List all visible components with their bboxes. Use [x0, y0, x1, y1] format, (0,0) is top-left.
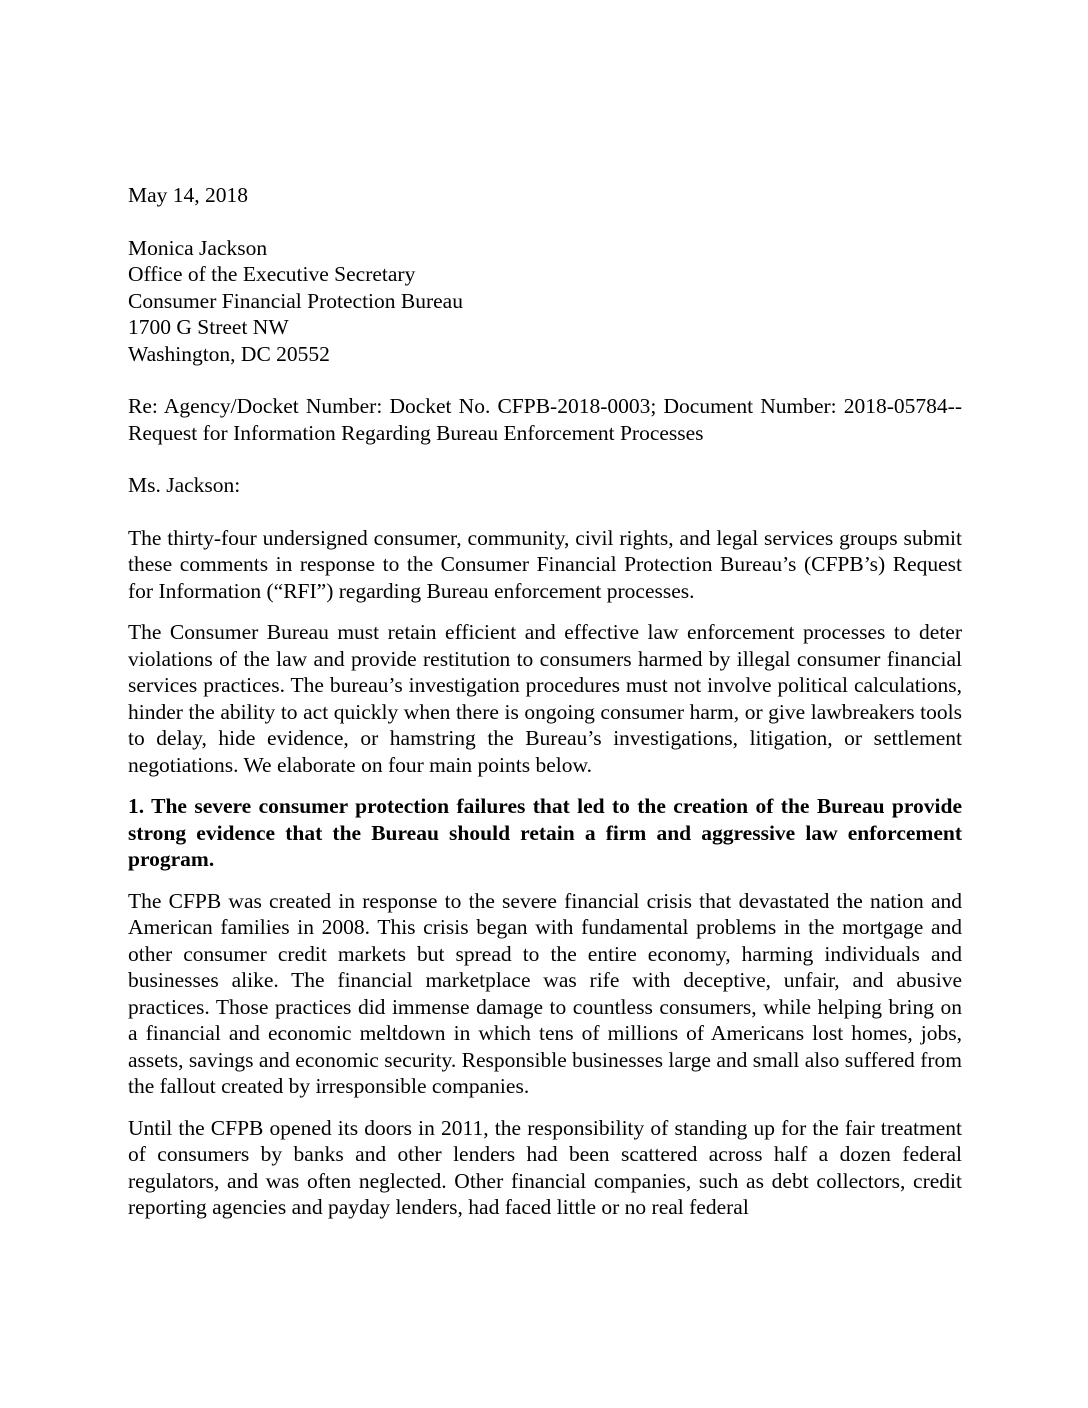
- recipient-name: Monica Jackson: [128, 235, 268, 260]
- recipient-city: Washington, DC 20552: [128, 341, 330, 366]
- subject-line: Re: Agency/Docket Number: Docket No. CFPB-2018-0003; Document Number: 2018-05784--Request for Information Regarding Bureau Enforcement Processes: [128, 394, 962, 445]
- recipient-address: [128, 235, 962, 368]
- letter-date: May 14, 2018: [128, 183, 249, 207]
- recipient-office: Office of the Executive Secretary: [128, 262, 416, 286]
- section-1-paragraph-2: Until the CFPB opened its doors in 2011, the responsibility of standing up for the fair treatment of consumers by banks and other lenders had been scattered across half a dozen federal regulators, and was often neglected. Other financial companies, such as debt collectors, credit reporting agencies and payday lenders, had faced little or no real federal: [128, 1115, 962, 1219]
- recipient-agency: Consumer Financial Protection Bureau: [128, 288, 463, 313]
- intro-paragraph: The thirty-four undersigned consumer, community, civil rights, and legal services groups submit these comments in response to the Consumer Financial Protection Bureau’s (CFPB’s) Request for Information (“RFI”) regarding Bureau enforcement processes.: [128, 525, 962, 603]
- salutation: Ms. Jackson:: [128, 473, 241, 497]
- section-1-paragraph-1: The CFPB was created in response to the severe financial crisis that devastated the nation and American families in 2008. This crisis began with fundamental problems in the mortgage and other consumer credit markets but spread to the entire economy, harming individuals and businesses alike. The financial marketplace was rife with deceptive, unfair, and abusive practices. Those practices did immense damage to countless consumers, while helping bring on a financial and economic meltdown in which tens of millions of Americans lost homes, jobs, assets, savings and economic security. Responsible businesses large and small also suffered from the fallout created by irresponsible companies.: [128, 888, 962, 1098]
- recipient-street: 1700 G Street NW: [128, 315, 289, 339]
- letter-body: [128, 182, 962, 1236]
- summary-paragraph: The Consumer Bureau must retain efficient and effective law enforcement processes to deter violations of the law and provide restitution to consumers harmed by illegal consumer financial services practices. The bureau’s investigation procedures must not involve political calculations, hinder the ability to act quickly when there is ongoing consumer harm, or give lawbreakers tools to delay, hide evidence, or hamstring the Bureau’s investigations, litigation, or settlement negotiations. We elaborate on four main points below.: [128, 620, 962, 777]
- section-heading-1: 1. The severe consumer protection failures that led to the creation of the Bureau provide strong evidence that the Bureau should retain a firm and aggressive law enforcement program.: [128, 794, 962, 871]
